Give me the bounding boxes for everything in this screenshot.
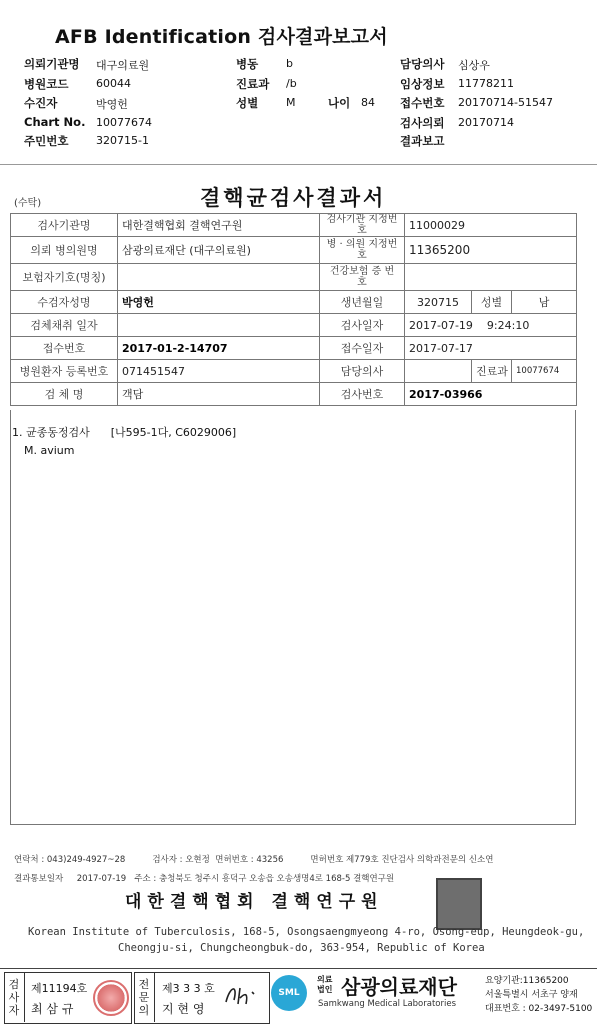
value-doctor: 심상우 [458, 59, 490, 72]
sex-value: 남 [512, 291, 577, 314]
label-institution: 의뢰기관명 [24, 57, 80, 71]
result-box [10, 410, 576, 825]
org-type-label: 의료 법인 [317, 975, 333, 994]
label-request-date: 검사의뢰 [400, 116, 445, 130]
dob-label: 생년월일 [320, 291, 405, 314]
label-hospital-code: 병원코드 [24, 77, 69, 91]
examiner-divider [24, 972, 25, 1022]
institute-address-line2: Cheongju-si, Chungcheongbuk-do, 363-954, Republic of Korea [118, 942, 485, 954]
form-subhead: (수탁) [14, 198, 42, 209]
specialist-signature [222, 980, 262, 1010]
value-chart-no: 10077674 [96, 116, 152, 129]
reg-label: 병원환자 등록번호 [11, 360, 118, 383]
specialist-name: 지 현 영 [162, 1002, 205, 1016]
form-table [10, 213, 577, 406]
designation-label: 검사기관 지정번호 [320, 214, 405, 237]
result-test-line: 1. 균종동정검사 [나595-1다, C6029006] [12, 426, 237, 439]
value-clinical-info: 11778211 [458, 77, 514, 90]
label-id-number: 주민번호 [24, 134, 69, 148]
collect-value [118, 314, 320, 337]
health-label: 건강보험 증 번 호 [320, 264, 405, 291]
req-label: 의뢰 병의원명 [11, 237, 118, 264]
institute-address-line1: Korean Institute of Tuberculosis, 168-5, Osongsaengmyeong 4-ro, Osong-eup, Heungdeok-gu, [28, 926, 585, 938]
value-id-number: 320715-1 [96, 134, 149, 147]
specialist-license-no: 제3 3 3 호 [162, 982, 215, 995]
hosp-no-label: 병 · 의원 지정번호 [320, 237, 405, 264]
designation-value: 11000029 [405, 214, 577, 237]
testno-value: 2017-03966 [405, 383, 577, 406]
label-clinical-info: 임상정보 [400, 77, 445, 91]
recno-label: 접수번호 [11, 337, 118, 360]
req-value: 삼광의료재단 (대구의료원) [118, 237, 320, 264]
reg-value: 071451547 [118, 360, 320, 383]
label-result-report: 결과보고 [400, 134, 445, 148]
value-receipt-no: 20170714-51547 [458, 96, 553, 109]
testdate-value: 2017-07-19 9:24:10 [405, 314, 577, 337]
value-institution: 대구의료원 [96, 59, 150, 72]
footer-report-date-line: 결과통보일자 2017-07-19 주소 : 충청북도 청주시 흥덕구 오송읍 오송생명4로 168-5 결핵연구원 [14, 874, 395, 884]
dept-value: 10077674 [512, 360, 577, 383]
result-organism: M. avium [24, 444, 75, 457]
specialist-divider [154, 972, 155, 1022]
examiner-name: 최 삼 규 [31, 1002, 74, 1016]
examiner-license-no: 제11194호 [31, 982, 88, 995]
form-title: 결핵균검사결과서 [200, 185, 387, 210]
lab-phone: 대표번호 : 02-3497-5100 [485, 1004, 593, 1014]
value-sex: M [286, 96, 296, 109]
specialist-vertical-label: 전문의 [138, 978, 150, 1017]
value-request-date: 20170714 [458, 116, 514, 129]
lab-org-name: 삼광의료재단 [341, 975, 457, 999]
label-chart-no: Chart No. [24, 115, 86, 129]
value-patient: 박영헌 [96, 98, 128, 111]
value-hospital-code: 60044 [96, 77, 131, 90]
dob-value: 320715 [405, 291, 472, 314]
testno-label: 검사번호 [320, 383, 405, 406]
label-sex: 성별 [236, 96, 259, 110]
lab-org-english: Samkwang Medical Laboratories [318, 999, 457, 1009]
recdate-label: 접수일자 [320, 337, 405, 360]
hosp-no-value: 11365200 [405, 237, 577, 264]
specimen-value: 객담 [118, 383, 320, 406]
header-divider [0, 164, 597, 165]
health-value [405, 264, 577, 291]
label-department: 진료과 [236, 77, 270, 91]
insured-value [118, 264, 320, 291]
value-department: /b [286, 77, 297, 90]
label-patient: 수진자 [24, 96, 58, 110]
doctor-value [405, 360, 472, 383]
insured-label: 보험자기호(명칭) [11, 264, 118, 291]
inst-value: 대한결핵협회 결핵연구원 [118, 214, 320, 237]
sml-logo-icon: SML [271, 975, 307, 1011]
sex-label: 성별 [472, 291, 512, 314]
report-title: AFB Identification 검사결과보고서 [55, 26, 388, 48]
value-ward: b [286, 57, 293, 70]
patient-value: 박영헌 [118, 291, 320, 314]
lab-care-no: 요양기관:11365200 [485, 976, 569, 986]
institute-name: 대한결핵협회 결핵연구원 [125, 892, 384, 912]
inst-label: 검사기관명 [11, 214, 118, 237]
label-age: 나이 [328, 96, 351, 110]
dept-label: 진료과 [472, 360, 512, 383]
footer-contact-line: 연락처 : 043)249-4927~28 검사자 : 오현정 면허번호 : 43256 면허번호 제779호 진단검사 의학과전문의 신소연 [14, 855, 494, 865]
label-ward: 병동 [236, 57, 259, 71]
label-receipt-no: 접수번호 [400, 96, 445, 110]
specimen-label: 검 체 명 [11, 383, 118, 406]
examiner-seal [93, 980, 129, 1016]
patient-label: 수검자성명 [11, 291, 118, 314]
recdate-value: 2017-07-17 [405, 337, 577, 360]
institute-seal [436, 878, 482, 930]
examiner-vertical-label: 검사자 [8, 978, 20, 1017]
lab-address: 서울특별시 서초구 양재 [485, 990, 578, 1000]
value-age: 84 [361, 96, 375, 109]
collect-label: 검체채취 일자 [11, 314, 118, 337]
testdate-label: 검사일자 [320, 314, 405, 337]
recno-value: 2017-01-2-14707 [118, 337, 320, 360]
doctor-label: 담당의사 [320, 360, 405, 383]
label-doctor: 담당의사 [400, 57, 445, 71]
